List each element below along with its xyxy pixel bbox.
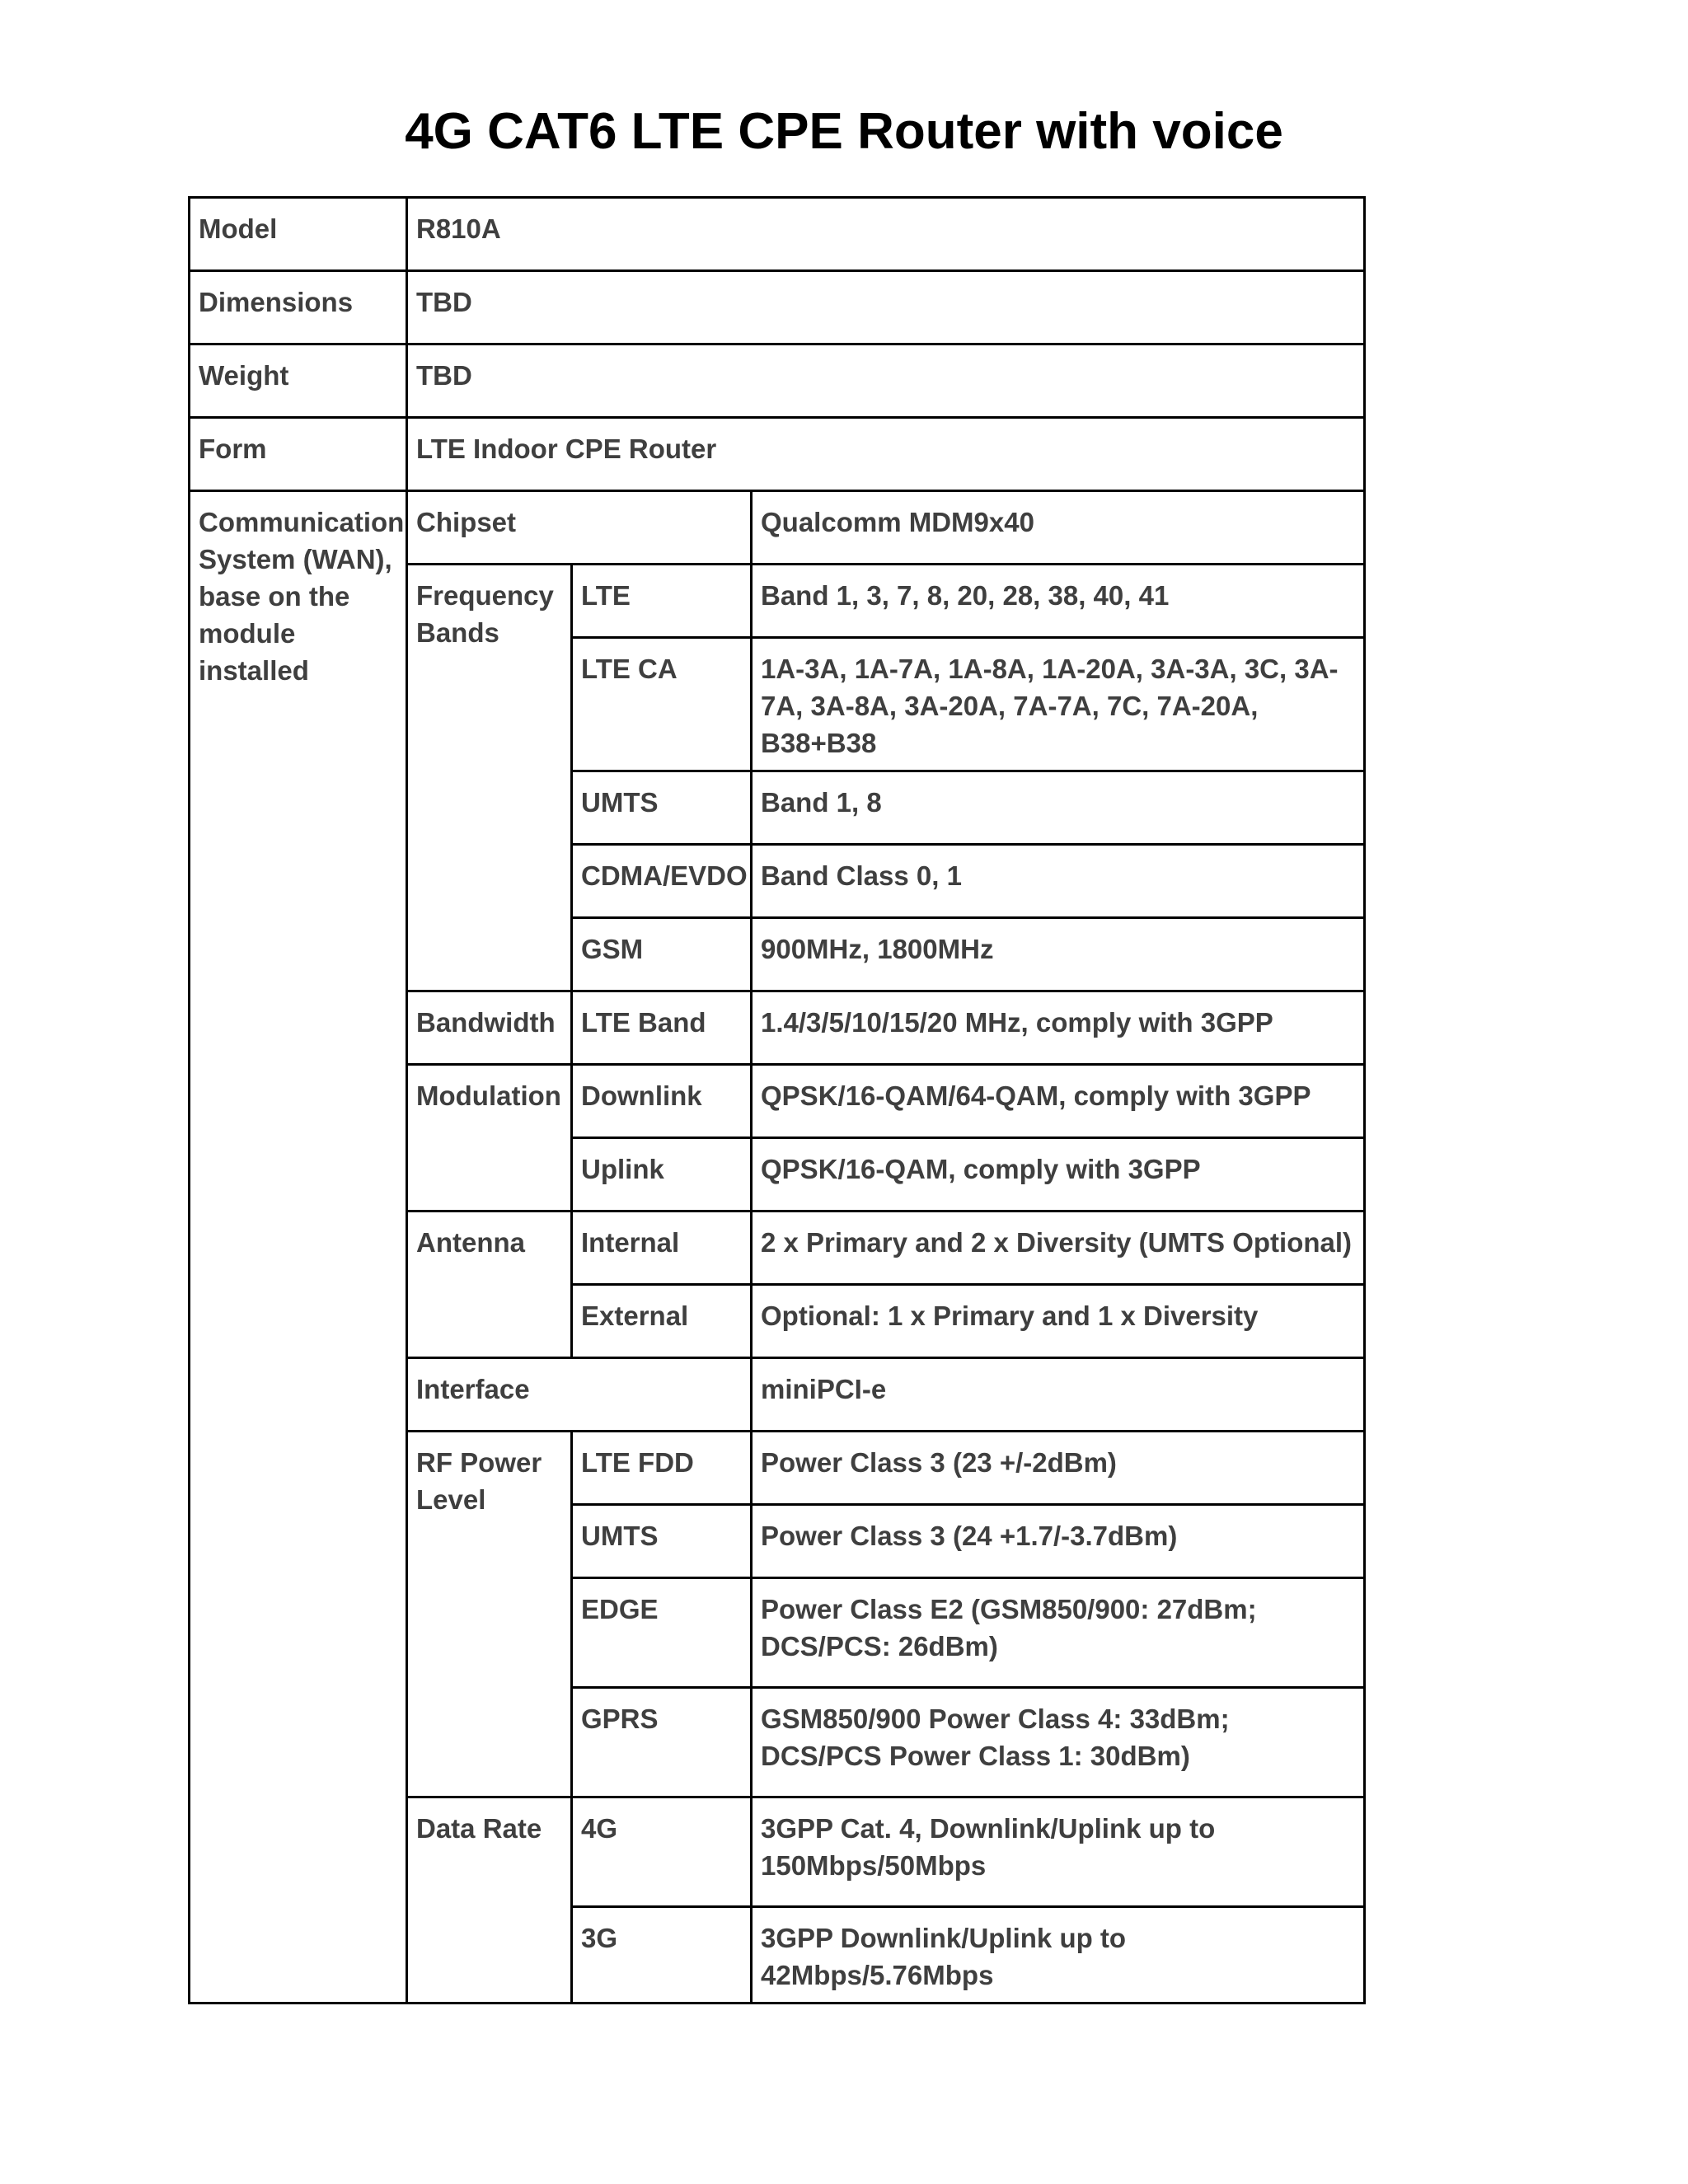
- rf-sub-label: UMTS: [572, 1505, 752, 1578]
- rf-sub-value: Power Class E2 (GSM850/900: 27dBm; DCS/PCS: 26dBm): [752, 1578, 1365, 1688]
- rf-sub-value: Power Class 3 (23 +/-2dBm): [752, 1432, 1365, 1505]
- ant-sub-value: 2 x Primary and 2 x Diversity (UMTS Optional): [752, 1212, 1365, 1285]
- bandwidth-value: 1.4/3/5/10/15/20 MHz, comply with 3GPP: [752, 991, 1365, 1065]
- rf-sub-label: EDGE: [572, 1578, 752, 1688]
- row-dimensions: [190, 271, 1365, 344]
- interface-label: Interface: [407, 1358, 752, 1432]
- chipset-label: Chipset: [407, 491, 752, 565]
- row-form: [190, 418, 1365, 491]
- chipset-value: Qualcomm MDM9x40: [752, 491, 1365, 565]
- weight-value: TBD: [407, 344, 1365, 418]
- modulation-label: Modulation: [407, 1065, 572, 1212]
- freq-sub-value: Band Class 0, 1: [752, 845, 1365, 918]
- row-chipset: [190, 491, 1365, 565]
- mod-sub-value: QPSK/16-QAM/64-QAM, comply with 3GPP: [752, 1065, 1365, 1138]
- comm-label: Communication System (WAN), base on the module installed: [190, 491, 407, 2004]
- freq-sub-label: LTE CA: [572, 638, 752, 771]
- freq-sub-value: 1A-3A, 1A-7A, 1A-8A, 1A-20A, 3A-3A, 3C, 3A-7A, 3A-8A, 3A-20A, 7A-7A, 7C, 7A-20A, B38+B38: [752, 638, 1365, 771]
- freq-sub-value: 900MHz, 1800MHz: [752, 918, 1365, 991]
- rate-sub-label: 4G: [572, 1797, 752, 1907]
- form-label: Form: [190, 418, 407, 491]
- form-value: LTE Indoor CPE Router: [407, 418, 1365, 491]
- row-weight: [190, 344, 1365, 418]
- interface-value: miniPCI-e: [752, 1358, 1365, 1432]
- mod-sub-value: QPSK/16-QAM, comply with 3GPP: [752, 1138, 1365, 1212]
- rate-sub-value: 3GPP Cat. 4, Downlink/Uplink up to 150Mbps/50Mbps: [752, 1797, 1365, 1907]
- rate-sub-value: 3GPP Downlink/Uplink up to 42Mbps/5.76Mbps: [752, 1907, 1365, 2004]
- rf-sub-label: GPRS: [572, 1688, 752, 1797]
- ant-sub-label: Internal: [572, 1212, 752, 1285]
- bandwidth-sub-label: LTE Band: [572, 991, 752, 1065]
- frequency-label: Frequency Bands: [407, 565, 572, 991]
- freq-sub-label: CDMA/EVDO: [572, 845, 752, 918]
- freq-sub-value: Band 1, 3, 7, 8, 20, 28, 38, 40, 41: [752, 565, 1365, 638]
- ant-sub-label: External: [572, 1285, 752, 1358]
- data-rate-label: Data Rate: [407, 1797, 572, 2004]
- bandwidth-label: Bandwidth: [407, 991, 572, 1065]
- rate-sub-label: 3G: [572, 1907, 752, 2004]
- ant-sub-value: Optional: 1 x Primary and 1 x Diversity: [752, 1285, 1365, 1358]
- weight-label: Weight: [190, 344, 407, 418]
- model-label: Model: [190, 198, 407, 271]
- spec-table: [188, 196, 1366, 2004]
- rf-power-label: RF Power Level: [407, 1432, 572, 1797]
- freq-sub-label: UMTS: [572, 771, 752, 845]
- mod-sub-label: Downlink: [572, 1065, 752, 1138]
- rf-sub-value: Power Class 3 (24 +1.7/-3.7dBm): [752, 1505, 1365, 1578]
- dimensions-value: TBD: [407, 271, 1365, 344]
- antenna-label: Antenna: [407, 1212, 572, 1358]
- mod-sub-label: Uplink: [572, 1138, 752, 1212]
- freq-sub-label: GSM: [572, 918, 752, 991]
- page-title: 4G CAT6 LTE CPE Router with voice: [405, 103, 1283, 160]
- rf-sub-label: LTE FDD: [572, 1432, 752, 1505]
- row-model: [190, 198, 1365, 271]
- dimensions-label: Dimensions: [190, 271, 407, 344]
- freq-sub-value: Band 1, 8: [752, 771, 1365, 845]
- model-value: R810A: [407, 198, 1365, 271]
- rf-sub-value: GSM850/900 Power Class 4: 33dBm; DCS/PCS Power Class 1: 30dBm): [752, 1688, 1365, 1797]
- freq-sub-label: LTE: [572, 565, 752, 638]
